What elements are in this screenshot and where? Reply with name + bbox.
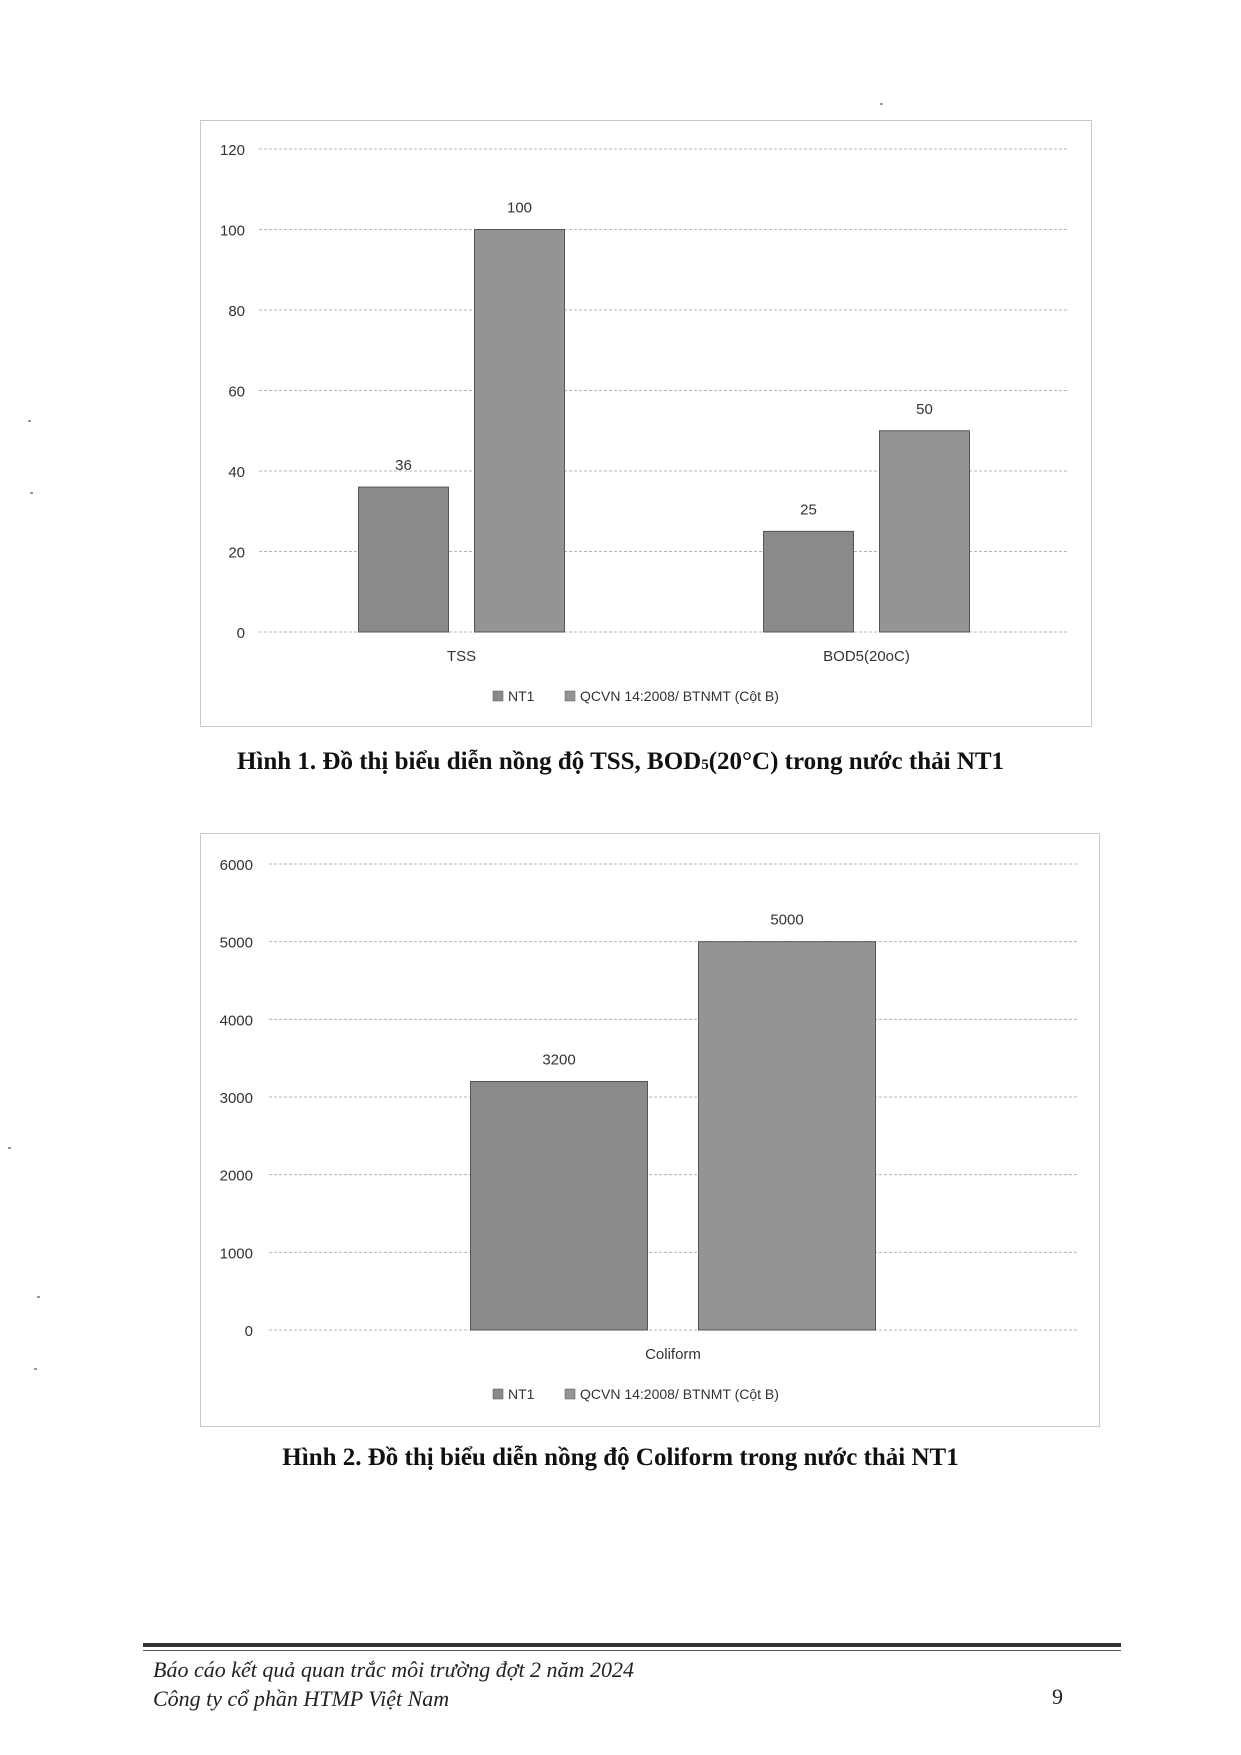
scan-speck xyxy=(880,103,883,105)
legend-swatch-nt1 xyxy=(493,1389,503,1399)
data-label: 36 xyxy=(395,457,412,475)
footer-report-title: Báo cáo kết quả quan trắc môi trường đợt 2 năm 2024 xyxy=(153,1657,634,1682)
y-tick-label: 3000 xyxy=(219,1090,253,1107)
y-tick-label: 0 xyxy=(244,1323,253,1340)
legend-label-nt1: NT1 xyxy=(508,1386,535,1402)
footer-company-name: Công ty cổ phần HTMP Việt Nam xyxy=(153,1686,450,1711)
x-category-label: TSS xyxy=(446,648,477,665)
bar-qcvn xyxy=(699,942,876,1330)
figure-1-caption-text-a: Hình 1. Đồ thị biểu diễn nồng độ TSS, BOD xyxy=(236,748,702,775)
y-tick-label: 2000 xyxy=(219,1167,253,1185)
scan-speck xyxy=(34,1368,37,1370)
bar-nt1 xyxy=(764,531,854,632)
page-number: 9 xyxy=(1052,1684,1063,1709)
scan-speck xyxy=(8,1147,11,1149)
data-label: 5000 xyxy=(770,911,804,929)
scan-speck xyxy=(37,1296,40,1298)
legend-label-nt1: NT1 xyxy=(508,688,535,704)
legend-label-qcvn: QCVN 14:2008/ BTNMT (Cột B) xyxy=(580,1386,779,1402)
data-label: 50 xyxy=(916,400,933,418)
y-tick-label: 6000 xyxy=(219,857,253,874)
data-label: 25 xyxy=(800,501,817,519)
x-category-label: Coliform xyxy=(645,1346,701,1363)
bar-nt1 xyxy=(359,487,449,632)
data-label: 3200 xyxy=(542,1051,576,1069)
y-tick-label: 20 xyxy=(228,544,245,562)
legend-swatch-qcvn xyxy=(565,691,575,701)
y-tick-label: 80 xyxy=(228,303,245,320)
data-label: 100 xyxy=(506,199,533,217)
chart-tss-bod5 xyxy=(200,120,1092,727)
chart-coliform xyxy=(200,833,1100,1427)
figure-1-caption xyxy=(0,748,1241,776)
scan-speck xyxy=(28,420,31,422)
x-category-label: BOD5(20oC) xyxy=(823,648,910,665)
y-tick-label: 60 xyxy=(228,383,245,401)
legend-swatch-qcvn xyxy=(565,1389,575,1399)
figure-1-caption-text-b: (20°C) trong nước thải NT1 xyxy=(708,748,1005,775)
figure-2-caption: Hình 2. Đồ thị biểu diễn nồng độ Coliform trong nước thải NT1 xyxy=(282,1444,959,1471)
y-tick-label: 5000 xyxy=(219,934,253,952)
footer-rule-thick xyxy=(143,1643,1121,1647)
bar-qcvn xyxy=(475,230,565,633)
figure-1-caption-subscript: 5 xyxy=(701,757,709,773)
legend-label-qcvn: QCVN 14:2008/ BTNMT (Cột B) xyxy=(580,688,779,704)
y-tick-label: 1000 xyxy=(219,1245,253,1263)
y-tick-label: 0 xyxy=(236,625,245,642)
scan-speck xyxy=(30,492,33,494)
y-tick-label: 120 xyxy=(219,142,245,159)
chart-1-svg xyxy=(201,121,1091,726)
y-tick-label: 40 xyxy=(228,464,245,481)
bar-nt1 xyxy=(471,1081,648,1330)
footer-rule-thin xyxy=(143,1650,1121,1651)
chart-2-svg xyxy=(201,834,1099,1426)
y-tick-label: 4000 xyxy=(219,1012,253,1030)
legend-swatch-nt1 xyxy=(493,691,503,701)
y-tick-label: 100 xyxy=(219,222,245,240)
bar-qcvn xyxy=(880,431,970,632)
